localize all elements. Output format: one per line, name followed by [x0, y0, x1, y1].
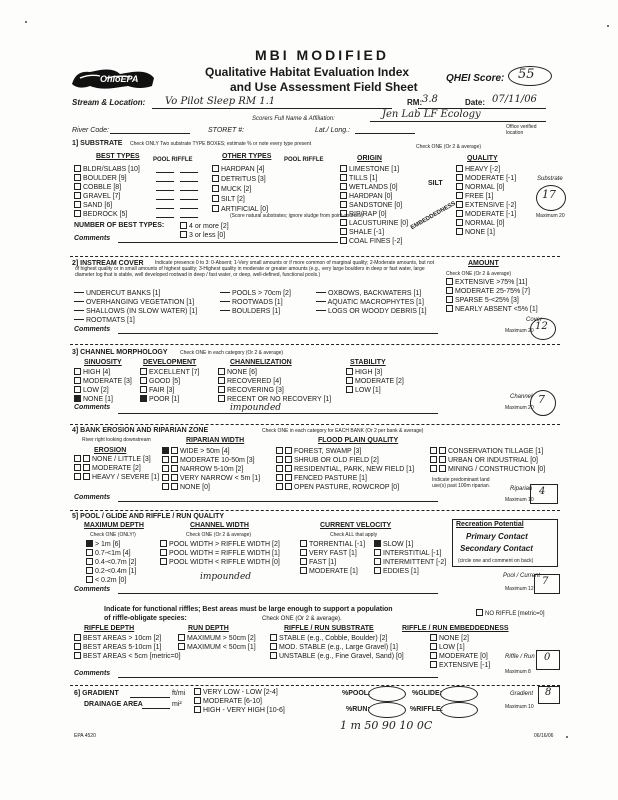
- velocity-item[interactable]: SLOW [1]: [374, 540, 454, 549]
- gradient-max-sub: Maximum 10: [505, 704, 534, 710]
- sinuosity-list: [74, 368, 134, 404]
- number-best-types-label: NUMBER OF BEST TYPES:: [74, 222, 165, 229]
- substrate-heading: 1] SUBSTRATE: [72, 140, 123, 147]
- best-type-item[interactable]: SAND [6]: [74, 201, 154, 210]
- number-best-option-b[interactable]: 3 or less [0]: [180, 231, 225, 240]
- quality-item[interactable]: MODERATE [-1]: [456, 174, 526, 183]
- channel-instructions: Check ONE in each category (Or 2 & average): [180, 350, 284, 356]
- pool-max-label: Pool / Current: [503, 573, 541, 579]
- quality-item[interactable]: FREE [1]: [456, 192, 526, 201]
- quality-list: [456, 165, 526, 237]
- gradient-score-value: 8: [545, 687, 552, 698]
- channelization-item[interactable]: RECOVERED [4]: [218, 377, 348, 386]
- cover-score-value: 12: [535, 321, 548, 332]
- quality-item[interactable]: NORMAL [0]: [456, 183, 526, 192]
- secondary-contact[interactable]: Secondary Contact: [460, 544, 533, 553]
- best-type-item[interactable]: COBBLE [8]: [74, 183, 154, 192]
- cover-amount-header: AMOUNT: [468, 260, 499, 267]
- riffle-depth-item[interactable]: BEST AREAS > 10cm [2]: [74, 634, 174, 643]
- channelization-list: [218, 368, 348, 404]
- flood-plain-item[interactable]: MINING / CONSTRUCTION [0]: [430, 465, 560, 474]
- velocity-item[interactable]: MODERATE [1]: [300, 567, 370, 576]
- pool-handwritten-note: impounded: [200, 572, 252, 582]
- riffle-comments-label: Comments: [74, 670, 111, 677]
- stability-header: STABILITY: [350, 359, 386, 366]
- origin-list: [340, 165, 420, 246]
- riffle-depth-header: RIFFLE DEPTH: [84, 625, 135, 632]
- drainage-unit: mi²: [172, 701, 182, 708]
- run-depth-item[interactable]: MAXIMUM < 50cm [1]: [178, 643, 268, 652]
- cover-amount-list: [446, 278, 556, 314]
- land-use-note: Indicate predominant land use(s) past 100m riparian.: [432, 477, 491, 489]
- development-item[interactable]: GOOD [5]: [140, 377, 210, 386]
- origin-item[interactable]: SHALE [-1]: [340, 228, 420, 237]
- max-depth-header: MAXIMUM DEPTH: [84, 522, 144, 529]
- riparian-width-item[interactable]: NONE [0]: [162, 483, 272, 492]
- origin-item[interactable]: RIP/RAP [0]: [340, 210, 420, 219]
- channel-max-label: Channel: [510, 394, 533, 400]
- flood-plain-item[interactable]: RESIDENTIAL, PARK, NEW FIELD [1]: [276, 465, 426, 474]
- riparian-width-item[interactable]: WIDE > 50m [4]: [162, 447, 272, 456]
- run-depth-list: [178, 634, 268, 652]
- channelization-header: CHANNELIZATION: [230, 359, 292, 366]
- best-types-header: BEST TYPES: [96, 153, 140, 160]
- scan-speck: [25, 21, 27, 23]
- pool-riffle-header-1: POOL RIFFLE: [153, 157, 193, 163]
- stream-location-value: Vo Pilot Sleep RM 1.1: [165, 96, 276, 107]
- flood-plain-list-2: [430, 447, 560, 474]
- bank-comments-label: Comments: [74, 494, 111, 501]
- channel-score-value: 7: [538, 393, 545, 406]
- cover-amount-sub: Check ONE (Or 2 & average): [446, 271, 512, 277]
- channelization-item[interactable]: NONE [6]: [218, 368, 348, 377]
- riffle-embedded-item[interactable]: LOW [1]: [430, 643, 500, 652]
- form-title: MBI MODIFIED: [255, 47, 389, 63]
- substrate-check-one: Check ONE (Or 2 & average): [416, 144, 482, 150]
- best-types-list: [74, 165, 154, 219]
- gradient-unit: ft/mi: [172, 690, 186, 697]
- development-item[interactable]: FAIR [3]: [140, 386, 210, 395]
- max-depth-sub: Check ONE (ONLY!): [90, 532, 136, 538]
- riparian-width-item[interactable]: VERY NARROW < 5m [1]: [162, 474, 272, 483]
- pool-percent-field[interactable]: [368, 686, 406, 702]
- riffle-max-sub: Maximum 8: [505, 669, 531, 675]
- stability-list: [346, 368, 416, 395]
- quality-item[interactable]: NONE [1]: [456, 228, 526, 237]
- cover-items-col3: [316, 290, 446, 317]
- latlong-label: Lat./ Long.:: [315, 127, 351, 134]
- cover-item[interactable]: LOGS OR WOODY DEBRIS [1]: [316, 308, 446, 317]
- sludge-note: (Score natural substrates; ignore sludge from point-sources): [230, 213, 364, 219]
- channel-width-header: CHANNEL WIDTH: [190, 522, 249, 529]
- max-depth-item[interactable]: < 0.2m [0]: [86, 576, 146, 585]
- velocity-item[interactable]: INTERSTITIAL [-1]: [374, 549, 454, 558]
- gradient-heading: 6] GRADIENT: [74, 690, 119, 697]
- bottom-handwritten-percentages: 1 m 50 90 10 0C: [340, 719, 433, 732]
- channelization-item[interactable]: RECENT OR NO RECOVERY [1]: [218, 395, 348, 404]
- riparian-width-item[interactable]: NARROW 5-10m [2]: [162, 465, 272, 474]
- cover-heading: 2] INSTREAM COVER: [72, 260, 144, 267]
- origin-header: ORIGIN: [357, 155, 382, 162]
- riffle-score-value: 0: [544, 652, 551, 663]
- origin-item[interactable]: LACUSTURINE [0]: [340, 219, 420, 228]
- run-percent-label: %RUN:: [346, 706, 370, 713]
- glide-percent-field[interactable]: [440, 686, 478, 702]
- riffle-substrate-item[interactable]: UNSTABLE (e.g., Fine Gravel, Sand) [0]: [270, 652, 420, 661]
- bank-instructions: Check ONE in each category for EACH BANK (Or 2 per bank & average): [262, 428, 424, 434]
- riffle-percent-field[interactable]: [440, 702, 478, 718]
- riparian-score-value: 4: [539, 486, 546, 497]
- pool-score-value: 7: [542, 576, 549, 587]
- drainage-area-label: DRAINAGE AREA: [84, 701, 143, 708]
- embeddedness-label: EMBEDDEDNESS: [409, 200, 457, 232]
- stability-item[interactable]: HIGH [3]: [346, 368, 416, 377]
- channel-width-item[interactable]: POOL WIDTH > RIFFLE WIDTH [2]: [160, 540, 300, 549]
- velocity-list-1: [300, 540, 370, 576]
- riffle-instructions-3: Check ONE (Or 2 & average).: [262, 616, 342, 622]
- cover-item[interactable]: POOLS > 70cm [2]: [220, 290, 320, 299]
- sinuosity-header: SINUOSITY: [84, 359, 122, 366]
- cover-item[interactable]: UNDERCUT BANKS [1]: [74, 290, 214, 299]
- channel-heading: 3] CHANNEL MORPHOLOGY: [72, 349, 168, 356]
- erosion-list: [74, 455, 160, 482]
- pool-percent-label: %POOL:: [342, 690, 371, 697]
- riffle-substrate-list: [270, 634, 420, 661]
- riffle-embedded-item[interactable]: NONE [2]: [430, 634, 500, 643]
- origin-item[interactable]: COAL FINES [-2]: [340, 237, 420, 246]
- gradient-item[interactable]: HIGH - VERY HIGH [10-6]: [194, 706, 294, 715]
- other-types-header: OTHER TYPES: [222, 153, 272, 160]
- sinuosity-item[interactable]: HIGH [4]: [74, 368, 134, 377]
- riparian-width-list: [162, 447, 272, 492]
- channel-max-sub: Maximum 20: [505, 405, 534, 411]
- origin-item[interactable]: HARDPAN [0]: [340, 192, 420, 201]
- cover-items-col2: [220, 290, 320, 317]
- rm-value: 3.8: [422, 94, 438, 105]
- circle-note: (circle one and comment on back): [458, 558, 534, 564]
- erosion-item[interactable]: HEAVY / SEVERE [1]: [74, 473, 154, 482]
- channelization-item[interactable]: RECOVERING [3]: [218, 386, 348, 395]
- qhei-score-label: QHEI Score:: [446, 73, 505, 84]
- velocity-item[interactable]: TORRENTIAL [-1]: [300, 540, 370, 549]
- quality-item[interactable]: NORMAL [0]: [456, 219, 526, 228]
- best-type-item[interactable]: GRAVEL [7]: [74, 192, 154, 201]
- riparian-max-label: Riparian: [510, 486, 533, 492]
- max-depth-item[interactable]: 0.2-<0.4m [1]: [86, 567, 146, 576]
- no-riffle-option[interactable]: NO RIFFLE [metric=0]: [476, 609, 545, 618]
- riffle-embedded-item[interactable]: EXTENSIVE [-1]: [430, 661, 500, 670]
- velocity-header: CURRENT VELOCITY: [320, 522, 392, 529]
- cover-item[interactable]: OVERHANGING VEGETATION [1]: [74, 299, 214, 308]
- riparian-max-sub: Maximum 10: [505, 497, 534, 503]
- river-code-label: River Code:: [72, 127, 109, 134]
- cover-item[interactable]: AQUATIC MACROPHYTES [1]: [316, 299, 446, 308]
- flood-plain-list-1: [276, 447, 426, 492]
- erosion-header: EROSION: [94, 447, 127, 454]
- riffle-embedded-item[interactable]: MODERATE [0]: [430, 652, 500, 661]
- velocity-item[interactable]: VERY FAST [1]: [300, 549, 370, 558]
- other-type-item[interactable]: DETRITUS [3]: [212, 175, 292, 185]
- channel-width-item[interactable]: POOL WIDTH = RIFFLE WIDTH [1]: [160, 549, 300, 558]
- other-type-item[interactable]: HARDPAN [4]: [212, 165, 292, 175]
- sinuosity-item[interactable]: LOW [2]: [74, 386, 134, 395]
- silt-label: SILT: [428, 180, 443, 187]
- rm-label: RM:: [407, 98, 423, 107]
- pool-comments-label: Comments: [74, 586, 111, 593]
- riffle-instructions-2: of riffle-obligate species:: [104, 615, 187, 622]
- recreation-header: Recreation Potential: [456, 521, 524, 528]
- flood-plain-item[interactable]: CONSERVATION TILLAGE [1]: [430, 447, 560, 456]
- riffle-substrate-header: RIFFLE / RUN SUBSTRATE: [284, 625, 374, 632]
- substrate-instructions: Check ONLY Two substrate TYPE BOXES; estimate % or note every type present: [130, 141, 312, 147]
- riffle-percent-label: %RIFFLE:: [410, 706, 444, 713]
- substrate-max-label: Substrate: [537, 176, 563, 182]
- date-label: Date:: [465, 98, 486, 107]
- scan-speck: [566, 736, 568, 738]
- gradient-max-label: Gradient: [510, 691, 534, 697]
- cover-item[interactable]: SHALLOWS (IN SLOW WATER) [1]: [74, 308, 214, 317]
- cover-items-col1: [74, 290, 214, 326]
- max-depth-item[interactable]: 0.4-<0.7m [2]: [86, 558, 146, 567]
- max-depth-item[interactable]: > 1m [6]: [86, 540, 146, 549]
- gradient-item[interactable]: MODERATE [6-10]: [194, 697, 294, 706]
- velocity-item[interactable]: FAST [1]: [300, 558, 370, 567]
- sinuosity-item[interactable]: NONE [1]: [74, 395, 134, 404]
- pool-heading: 5] POOL / GLIDE AND RIFFLE / RUN QUALITY: [72, 513, 225, 520]
- stability-item[interactable]: MODERATE [2]: [346, 377, 416, 386]
- cover-item[interactable]: OXBOWS, BACKWATERS [1]: [316, 290, 446, 299]
- pool-max-sub: Maximum 12: [505, 586, 534, 592]
- origin-item[interactable]: SANDSTONE [0]: [340, 201, 420, 210]
- storet-label: STORET #:: [208, 127, 245, 134]
- scan-speck: [607, 25, 609, 27]
- cover-amount-item[interactable]: NEARLY ABSENT <5% [1]: [446, 305, 556, 314]
- erosion-item[interactable]: NONE / LITTLE [3]: [74, 455, 154, 464]
- max-depth-item[interactable]: 0.7-<1m [4]: [86, 549, 146, 558]
- channel-width-list: [160, 540, 300, 567]
- riffle-depth-item[interactable]: BEST AREAS < 5cm [metric=0]: [74, 652, 174, 661]
- cover-item[interactable]: ROOTWADS [1]: [220, 299, 320, 308]
- velocity-item[interactable]: EDDIES [1]: [374, 567, 454, 576]
- flood-plain-item[interactable]: OPEN PASTURE, ROWCROP [0]: [276, 483, 426, 492]
- cover-amount-item[interactable]: MODERATE 25-75% [7]: [446, 287, 556, 296]
- origin-item[interactable]: TILLS [1]: [340, 174, 420, 183]
- riffle-substrate-item[interactable]: MOD. STABLE (e.g., Large Gravel) [1]: [270, 643, 420, 652]
- date-value: 07/11/06: [492, 94, 537, 105]
- flood-plain-item[interactable]: URBAN OR INDUSTRIAL [0]: [430, 456, 560, 465]
- cover-max-sub: Maximum 20: [505, 328, 534, 334]
- form-subtitle-2: and Use Assessment Field Sheet: [230, 80, 418, 94]
- other-type-item[interactable]: SILT [2]: [212, 195, 292, 205]
- gradient-item[interactable]: VERY LOW - LOW [2-4]: [194, 688, 294, 697]
- quality-item[interactable]: EXTENSIVE [-2]: [456, 201, 526, 210]
- substrate-score-value: 17: [542, 188, 556, 201]
- cover-item[interactable]: ROOTMATS [1]: [74, 317, 214, 326]
- substrate-max-sub: Maximum 20: [536, 213, 565, 219]
- riffle-depth-list: [74, 634, 181, 661]
- quality-item[interactable]: HEAVY [-2]: [456, 165, 526, 174]
- quality-header: QUALITY: [467, 155, 498, 162]
- development-item[interactable]: POOR [1]: [140, 395, 210, 404]
- velocity-item[interactable]: INTERMITTENT [-2]: [374, 558, 454, 567]
- development-item[interactable]: EXCELLENT [7]: [140, 368, 210, 377]
- riffle-embeddedness-header: RIFFLE / RUN EMBEDDEDNESS: [402, 625, 509, 632]
- origin-item[interactable]: WETLANDS [0]: [340, 183, 420, 192]
- other-type-item[interactable]: MUCK [2]: [212, 185, 292, 195]
- riparian-width-item[interactable]: MODERATE 10-50m [3]: [162, 456, 272, 465]
- best-type-item[interactable]: BOULDER [9]: [74, 174, 154, 183]
- river-right-note: River right looking downstream: [82, 437, 151, 443]
- cover-amount-item[interactable]: SPARSE 5-<25% [3]: [446, 296, 556, 305]
- pool-riffle-header-2: POOL RIFFLE: [284, 157, 324, 163]
- channel-width-sub: Check ONE (Or 2 & average): [186, 532, 252, 538]
- logo-text: OhioEPA: [100, 74, 139, 84]
- run-depth-header: RUN DEPTH: [188, 625, 229, 632]
- riffle-max-label: Riffle / Run: [505, 654, 535, 660]
- other-type-item[interactable]: ARTIFICIAL [0]: [212, 205, 292, 215]
- flood-plain-item[interactable]: FENCED PASTURE [1]: [276, 474, 426, 483]
- riffle-embedded-list: [430, 634, 500, 670]
- glide-percent-label: %GLIDE:: [412, 690, 442, 697]
- max-depth-list: [86, 540, 146, 585]
- flood-plain-item[interactable]: SHRUB OR OLD FIELD [2]: [276, 456, 426, 465]
- quality-item[interactable]: MODERATE [-1]: [456, 210, 526, 219]
- gradient-list: [194, 688, 294, 715]
- development-header: DEVELOPMENT: [143, 359, 197, 366]
- velocity-sub: Check ALL that apply: [330, 532, 378, 538]
- sinuosity-item[interactable]: MODERATE [3]: [74, 377, 134, 386]
- channel-width-item[interactable]: POOL WIDTH < RIFFLE WIDTH [0]: [160, 558, 300, 567]
- form-date: 06/16/06: [534, 733, 554, 739]
- best-type-item[interactable]: BLDR/SLABS [10]: [74, 165, 154, 174]
- channel-handwritten-note: impounded: [230, 403, 282, 413]
- qhei-score-value: 55: [518, 67, 535, 82]
- stability-item[interactable]: LOW [1]: [346, 386, 416, 395]
- velocity-list-2: [374, 540, 454, 576]
- origin-item[interactable]: LIMESTONE [1]: [340, 165, 420, 174]
- cover-item[interactable]: BOULDERS [1]: [220, 308, 320, 317]
- substrate-comments-label: Comments: [74, 235, 111, 242]
- riparian-width-header: RIPARIAN WIDTH: [186, 437, 245, 444]
- erosion-item[interactable]: MODERATE [2]: [74, 464, 154, 473]
- scorer-label: Scorers Full Name & Affiliation:: [252, 116, 335, 122]
- riffle-instructions-1: Indicate for functional riffles; Best areas must be large enough to support a population: [104, 606, 393, 613]
- cover-comments-label: Comments: [74, 326, 111, 333]
- cover-instructions: Indicate presence 0 to 3: 0-Absent; 1-Very small amounts or if more common of marginal quality; 2-Moderate amounts, but not of highest quality or in small amounts of highest quality; 3-Highest quality in moderate or greater amounts (e.g., very large boulders in deep or fast water, large diameter log that is stable, well developed rootwad in deep / fast water, or deep, well-defined, functional pools.): [75, 260, 435, 278]
- riffle-substrate-item[interactable]: STABLE (e.g., Cobble, Boulder) [2]: [270, 634, 420, 643]
- flood-plain-header: FLOOD PLAIN QUALITY: [318, 437, 399, 444]
- riffle-depth-item[interactable]: BEST AREAS 5-10cm [1]: [74, 643, 174, 652]
- cover-max-label: Cover: [526, 317, 543, 323]
- ohio-epa-logo: [70, 66, 158, 92]
- form-subtitle-1: Qualitative Habitat Evaluation Index: [205, 65, 410, 79]
- number-best-option-a[interactable]: 4 or more [2]: [180, 222, 229, 231]
- best-type-item[interactable]: BEDROCK [5]: [74, 210, 154, 219]
- stream-location-label: Stream & Location:: [72, 98, 146, 107]
- channel-comments-label: Comments: [74, 404, 111, 411]
- run-percent-field[interactable]: [368, 702, 406, 718]
- run-depth-item[interactable]: MAXIMUM > 50cm [2]: [178, 634, 268, 643]
- office-verified-label: Office verified location: [506, 124, 537, 136]
- primary-contact[interactable]: Primary Contact: [466, 532, 528, 541]
- cover-amount-item[interactable]: EXTENSIVE >75% [11]: [446, 278, 556, 287]
- bank-heading: 4] BANK EROSION AND RIPARIAN ZONE: [72, 427, 209, 434]
- scorer-value: Jen Lab LF Ecology: [382, 109, 481, 120]
- development-list: [140, 368, 210, 404]
- form-number: EPA 4520: [74, 733, 96, 739]
- other-types-list: [212, 165, 292, 215]
- flood-plain-item[interactable]: FOREST, SWAMP [3]: [276, 447, 426, 456]
